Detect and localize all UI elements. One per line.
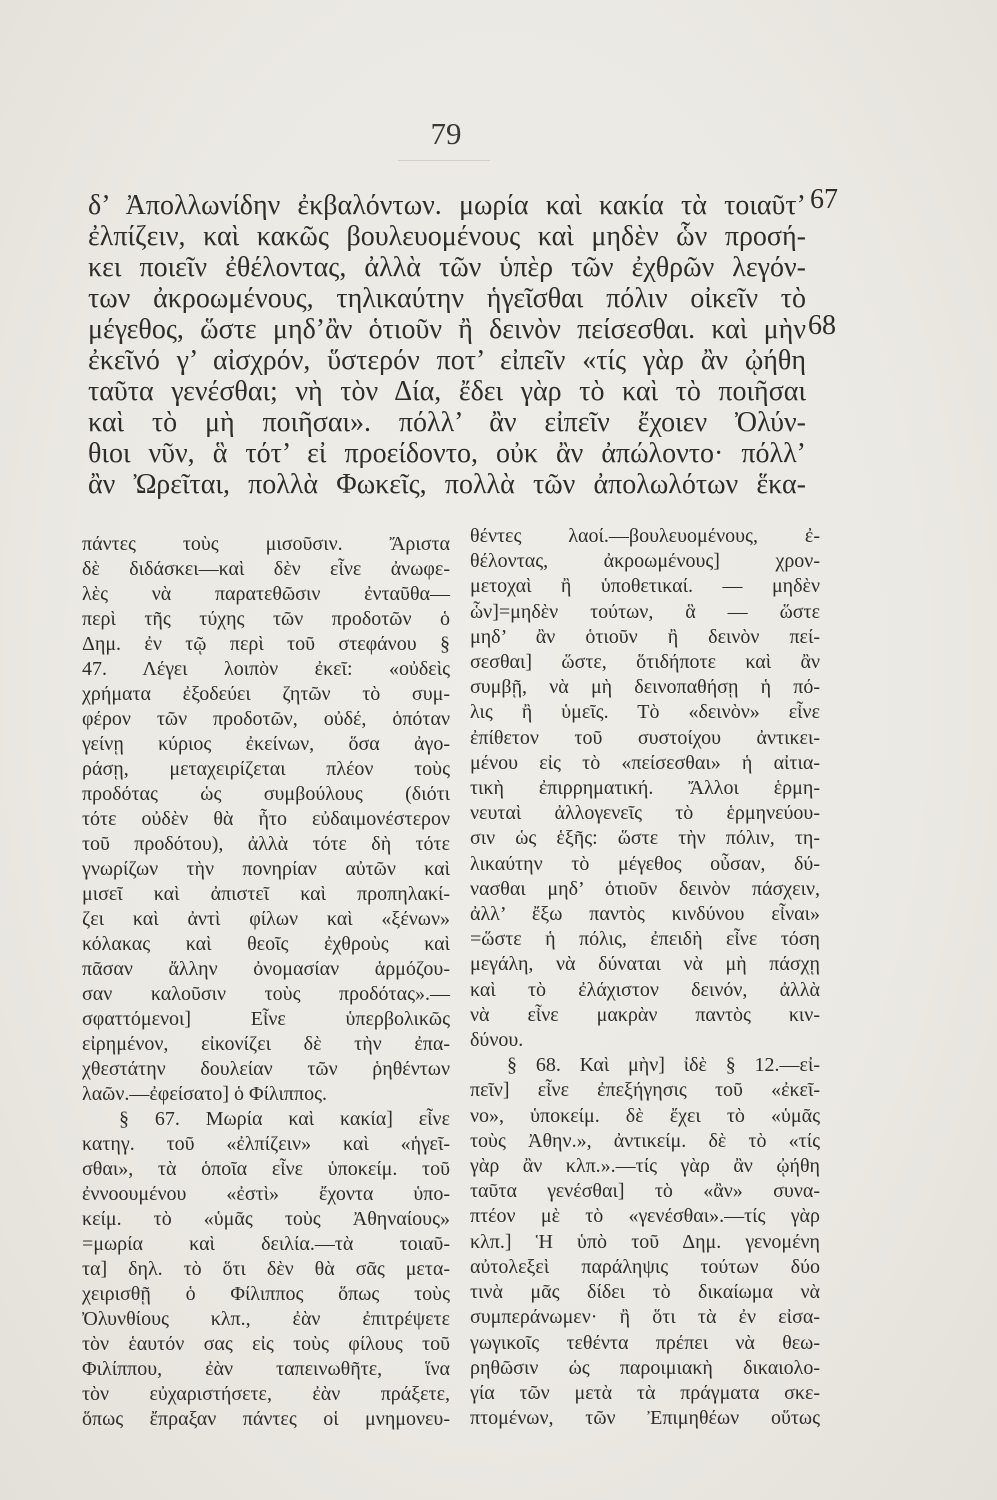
commentary-left-line: [82, 832, 450, 857]
commentary-left-line-text: ράσῃ, μεταχειρίζεται πλέον τοὺς: [82, 758, 450, 780]
commentary-left-line: [82, 1057, 450, 1082]
commentary-left-line: [82, 657, 450, 682]
commentary-left-line: [82, 1007, 450, 1032]
margin-number-section: 68: [808, 310, 836, 341]
main-text-line: [88, 407, 806, 438]
commentary-right-line: [470, 826, 820, 851]
main-text-line-text: ἐκεῖνό γ’ αἰσχρόν, ὕστερόν ποτ’ εἰπεῖν «τίς γὰρ ἂν ᾠήθη: [88, 345, 806, 376]
commentary-right-line: [470, 1230, 820, 1255]
commentary-left-line-text: τότε οὐδὲν θὰ ἦτο εὐδαιμονέστερον: [82, 808, 450, 830]
commentary-left-line: [82, 1132, 450, 1157]
main-text-line: [88, 283, 806, 314]
commentary-left-line: [82, 1082, 450, 1107]
commentary-right-line: [470, 524, 820, 549]
page-number: 79: [430, 116, 462, 151]
commentary-left-line-text: δὲ διδάσκει—καὶ δὲν εἶνε ἀνωφε-: [82, 558, 450, 580]
commentary-right-line-text: τινὰ μᾶς δίδει τὸ δικαίωμα νὰ: [470, 1281, 820, 1304]
commentary-left-line: [82, 882, 450, 907]
main-text-line: [88, 252, 806, 283]
commentary-left-line: [82, 532, 450, 557]
commentary-right-line-text: τοὺς Ἀθην.», ἀντικείμ. δὲ τὸ «τίς: [470, 1129, 820, 1152]
commentary-right-line-text: αὐτολεξεὶ παράληψις τούτων δύο: [470, 1255, 820, 1278]
commentary-right-line-text: θέντες λαοί.—βουλευομένους, ἐ-: [470, 525, 820, 547]
commentary-right-line-text: κλπ.] Ἡ ὑπὸ τοῦ Δημ. γενομένη: [470, 1230, 820, 1253]
commentary-right-line-text: πτέον μὲ τὸ «γενέσθαι».—τίς γὰρ: [470, 1205, 820, 1228]
commentary-right-line: [470, 776, 820, 801]
commentary-left-line: [82, 732, 450, 757]
main-text-line-text: μέγεθος, ὥστε μηδ’ἂν ὁτιοῦν ἢ δεινὸν πείσεσθαι. καὶ μὴν: [88, 314, 806, 345]
main-text-line: [88, 221, 806, 252]
commentary-right-line-text: δύνου.: [470, 1029, 524, 1052]
commentary-right-line-text: § 68. Καὶ μὴν] ἰδὲ § 12.—εἰ-: [507, 1054, 820, 1077]
commentary-left-line: [82, 607, 450, 632]
commentary-left-line-text: 47. Λέγει λοιπὸν ἐκεῖ: «οὐδεὶς: [82, 658, 450, 680]
commentary-left-line-text: εἰρημένον, εἰκονίζει δὲ τὴν ἐπα-: [82, 1033, 450, 1055]
commentary-left-line: [82, 907, 450, 932]
commentary-left-line: [82, 1357, 450, 1382]
commentary-right-line: [470, 650, 820, 675]
commentary-right-line: [470, 1179, 820, 1204]
commentary-left-line: [82, 957, 450, 982]
commentary-right-line-text: θέλοντας, ἀκροωμένους] χρον-: [470, 550, 820, 573]
commentary-left-line: [82, 1407, 450, 1432]
commentary-right-line: [470, 1154, 820, 1179]
main-text-line: [88, 345, 806, 376]
commentary-left-line: [82, 807, 450, 832]
commentary-right-line: [470, 1406, 820, 1431]
commentary-right-line: [470, 978, 820, 1003]
main-text-line: [88, 190, 806, 221]
commentary-right-line: [470, 902, 820, 927]
commentary-left-line-text: τὸν εὐχαριστήσετε, ἐὰν πράξετε,: [82, 1383, 450, 1405]
commentary-left-line-text: σφαττόμενοι] Εἶνε ὑπερβολικῶς: [82, 1008, 450, 1030]
commentary-right-line-text: λικαύτην τὸ μέγεθος οὖσαν, δύ-: [470, 852, 820, 875]
commentary-right-line: [470, 801, 820, 826]
commentary-left-line-text: πᾶσαν ἄλλην ὀνομασίαν ἁρμόζου-: [82, 958, 450, 980]
commentary-left-line-text: Ὀλυνθίους κλπ., ἐὰν ἐπιτρέψετε: [82, 1308, 450, 1330]
commentary-right-line: [470, 1331, 820, 1356]
commentary-left-line-text: ἐννοουμένου «ἐστὶ» ἔχοντα ὑπο-: [82, 1183, 450, 1205]
commentary-right-line: [470, 1028, 820, 1053]
commentary-left-line: [82, 1382, 450, 1407]
commentary-left-line-text: μισεῖ καὶ ἀπιστεῖ καὶ προπηλακί-: [82, 883, 450, 905]
main-text-line-text: κει ποιεῖν ἐθέλοντας, ἀλλὰ τῶν ὑπὲρ τῶν ἐχθρῶν λεγόν-: [88, 252, 806, 283]
commentary-left-line-text: τοῦ προδότου), ἀλλὰ τότε δὴ τότε: [82, 833, 450, 855]
commentary-right-line: [470, 600, 820, 625]
commentary-left-line-text: ζει καὶ ἀντὶ φίλων καὶ «ξένων»: [82, 908, 450, 930]
commentary-right-line-text: πτομένων, τῶν Ἐπιμηθέων οὕτως: [470, 1407, 820, 1430]
main-text-line-text: θιοι νῦν, ἃ τότ’ εἰ προείδοντο, οὐκ ἂν ἀπώλοντο· πόλλ’: [88, 438, 806, 469]
commentary-right-line-text: συμπεράνωμεν· ἢ ὅτι τὰ ἐν εἰσα-: [470, 1306, 820, 1329]
commentary-left-line: [82, 857, 450, 882]
commentary-right-line: [470, 726, 820, 751]
commentary-right-line-text: μετοχαὶ ἢ ὑποθετικαί. — μηδὲν: [470, 575, 820, 598]
commentary-left-column: [82, 532, 450, 1432]
main-text: [88, 190, 806, 500]
main-text-line-text: ἐλπίζειν, καὶ κακῶς βουλευομένους καὶ μηδὲν ὧν προσή-: [88, 221, 806, 252]
main-text-line: [88, 469, 806, 500]
commentary-right-line: [470, 877, 820, 902]
commentary-right-line-text: σιν ὡς ἑξῆς: ὥστε τὴν πόλιν, τη-: [470, 827, 820, 850]
commentary-left-line-text: ὅπως ἔπραξαν πάντες οἱ μνημονευ-: [82, 1408, 450, 1430]
margin-number-section: 67: [810, 184, 838, 215]
main-text-line: [88, 376, 806, 407]
commentary-right-line: [470, 1003, 820, 1028]
commentary-left-line: [82, 1332, 450, 1357]
commentary-right-line-text: μεγάλη, νὰ δύναται νὰ μὴ πάσχῃ: [470, 953, 820, 976]
commentary-right-line: [470, 700, 820, 725]
commentary-left-line-text: λαῶν.—ἐφείσατο] ὁ Φίλιππος.: [82, 1083, 328, 1105]
commentary-left-line-text: γείνῃ κύριος ἐκείνων, ὅσα ἀγο-: [82, 733, 450, 755]
commentary-right-line: [470, 927, 820, 952]
commentary-right-line-text: νασθαι μηδ’ ὁτιοῦν δεινὸν πάσχειν,: [470, 877, 820, 900]
main-text-line-text: ἂν Ὠρεῖται, πολλὰ Φωκεῖς, πολλὰ τῶν ἀπολωλότων ἕκα-: [88, 469, 806, 500]
commentary-right-line: [470, 549, 820, 574]
commentary-left-line: [82, 707, 450, 732]
commentary-right-line: [470, 852, 820, 877]
commentary-left-line-text: χρήματα ἐξοδεύει ζητῶν τὸ συμ-: [82, 683, 450, 705]
commentary-right-line-text: =ὥστε ἡ πόλις, ἐπειδὴ εἶνε τόση: [470, 928, 820, 951]
commentary-left-line: [119, 1107, 450, 1132]
commentary-right-line-text: νο», ὑποκείμ. δὲ ἔχει τὸ «ὑμᾶς: [470, 1104, 820, 1127]
commentary-left-line-text: =μωρία καὶ δειλία.—τὰ τοιαῦ-: [82, 1233, 450, 1255]
main-text-line-text: των ἀκροωμένους, τηλικαύτην ἡγεῖσθαι πόλιν οἰκεῖν τὸ: [88, 283, 806, 314]
commentary-left-line-text: Δημ. ἐν τῷ περὶ τοῦ στεφάνου §: [82, 633, 450, 655]
commentary-left-line-text: κατηγ. τοῦ «ἐλπίζειν» καὶ «ἡγεῖ-: [82, 1133, 450, 1155]
commentary-left-line-text: κείμ. τὸ «ὑμᾶς τοὺς Ἀθηναίους»: [82, 1208, 450, 1230]
commentary-left-line: [82, 557, 450, 582]
commentary-right-line: [470, 1356, 820, 1381]
commentary-left-line: [82, 1232, 450, 1257]
commentary-right-line-text: καὶ τὸ ἐλάχιστον δεινόν, ἀλλὰ: [470, 978, 820, 1001]
commentary-left-line: [82, 682, 450, 707]
commentary-right-line: [470, 1280, 820, 1305]
commentary-left-line-text: § 67. Μωρία καὶ κακία] εἶνε: [119, 1108, 450, 1130]
commentary-left-line: [82, 1257, 450, 1282]
commentary-right-line-text: ἐπίθετον τοῦ συστοίχου ἀντικει-: [470, 726, 820, 749]
commentary-left-line-text: τὸν ἑαυτόν σας εἰς τοὺς φίλους τοῦ: [82, 1333, 450, 1355]
commentary-right-line: [470, 1078, 820, 1103]
commentary-left-line-text: τα] δηλ. τὸ ὅτι δὲν θὰ σᾶς μετα-: [82, 1258, 450, 1280]
commentary-right-line-text: λις ἢ ὑμεῖς. Τὸ «δεινὸν» εἶνε: [470, 701, 820, 724]
commentary-left-line-text: Φιλίππου, ἐὰν ταπεινωθῆτε, ἵνα: [82, 1358, 450, 1380]
commentary-right-line: [470, 1104, 820, 1129]
commentary-left-line-text: χθεστάτην δουλείαν τῶν ῥηθέντων: [82, 1058, 450, 1080]
main-text-line: [88, 438, 806, 469]
commentary-left-line: [82, 1032, 450, 1057]
commentary-left-line: [82, 1207, 450, 1232]
header-rule: [398, 160, 490, 161]
commentary-right-line-text: γία τῶν μετὰ τὰ πράγματα σκε-: [470, 1381, 820, 1404]
commentary-right-line: [470, 1129, 820, 1154]
commentary-left-line: [82, 632, 450, 657]
commentary-right-line: [470, 1305, 820, 1330]
commentary-right-line: [470, 1255, 820, 1280]
commentary-left-line-text: προδότας ὡς συμβούλους (διότι: [82, 783, 450, 805]
commentary-right-line: [470, 675, 820, 700]
commentary-left-line: [82, 582, 450, 607]
commentary-left-line-text: πάντες τοὺς μισοῦσιν. Ἄριστα: [82, 533, 450, 555]
commentary-right-line-text: σεσθαι] ὥστε, ὅτιδήποτε καὶ ἂν: [470, 651, 820, 674]
commentary-right-line: [507, 1053, 820, 1078]
commentary-right-line-text: νευταὶ ἀλλογενεῖς τὸ ἑρμηνεύου-: [470, 802, 820, 825]
commentary-right-line-text: γὰρ ἂν κλπ.».—τίς γὰρ ἂν ᾠήθη: [470, 1155, 820, 1178]
commentary-left-line-text: σαν καλοῦσιν τοὺς προδότας».—: [82, 983, 450, 1005]
commentary-right-line: [470, 952, 820, 977]
commentary-left-line-text: λὲς νὰ παρατεθῶσιν ἐνταῦθα—: [82, 583, 450, 605]
commentary-left-line: [82, 1307, 450, 1332]
commentary-left-line: [82, 757, 450, 782]
commentary-left-line-text: κόλακας καὶ θεοῖς ἐχθροὺς καὶ: [82, 933, 450, 955]
commentary-left-line: [82, 1157, 450, 1182]
commentary-left-line: [82, 782, 450, 807]
commentary-right-line-text: πεῖν] εἶνε ἐπεξήγησις τοῦ «ἐκεῖ-: [470, 1079, 820, 1102]
commentary-left-line: [82, 932, 450, 957]
commentary-right-line: [470, 1204, 820, 1229]
commentary-left-line-text: φέρον τῶν προδοτῶν, οὐδέ, ὁπόταν: [82, 708, 450, 730]
main-text-line: [88, 314, 806, 345]
main-text-line-text: δ’ Ἀπολλωνίδην ἐκβαλόντων. μωρία καὶ κακία τὰ τοιαῦτ’: [88, 190, 806, 221]
commentary-right-line-text: ὧν]=μηδὲν τούτων, ἃ — ὥστε: [470, 600, 820, 623]
commentary-left-line-text: περὶ τῆς τύχης τῶν προδοτῶν ὁ: [82, 608, 450, 630]
commentary-right-line: [470, 625, 820, 650]
commentary-right-line-text: μηδ’ ἂν ὁτιοῦν ἢ δεινὸν πεί-: [470, 625, 820, 648]
commentary-right-line: [470, 574, 820, 599]
main-text-line-text: καὶ τὸ μὴ ποιῆσαι». πόλλ’ ἂν εἰπεῖν ἔχοιεν Ὀλύν-: [88, 407, 806, 438]
commentary-right-line: [470, 751, 820, 776]
commentary-left-line-text: σθαι», τὰ ὁποῖα εἶνε ὑποκείμ. τοῦ: [82, 1158, 450, 1180]
commentary-right-line-text: τικὴ ἐπιρρηματική. Ἄλλοι ἑρμη-: [470, 777, 820, 800]
main-text-line-text: ταῦτα γενέσθαι; νὴ τὸν Δία, ἔδει γὰρ τὸ καὶ τὸ ποιῆσαι: [88, 376, 806, 407]
commentary-left-line: [82, 982, 450, 1007]
commentary-right-line-text: συμβῇ, νὰ μὴ δεινοπαθήσῃ ἡ πό-: [470, 676, 820, 699]
commentary-right-line-text: μένου εἰς τὸ «πείσεσθαι» ἡ αἰτια-: [470, 751, 820, 774]
commentary-right-line-text: ταῦτα γενέσθαι] τὸ «ἂν» συνα-: [470, 1180, 820, 1203]
commentary-right-line-text: ρηθῶσιν ὡς παροιμιακὴ δικαιολο-: [470, 1356, 820, 1379]
commentary-left-line-text: χειρισθῇ ὁ Φίλιππος ὅπως τοὺς: [82, 1283, 450, 1305]
commentary-right-line-text: γωγικοῖς τεθέντα πρέπει νὰ θεω-: [470, 1331, 820, 1354]
commentary-right-line-text: νὰ εἶνε μακρὰν παντὸς κιν-: [470, 1003, 820, 1026]
commentary-right-column: [470, 524, 820, 1431]
commentary-left-line: [82, 1182, 450, 1207]
commentary-right-line-text: ἀλλ’ ἔξω παντὸς κινδύνου εἶναι»: [470, 903, 820, 926]
commentary-left-line: [82, 1282, 450, 1307]
commentary-left-line-text: γνωρίζων τὴν πονηρίαν αὐτῶν καὶ: [82, 858, 450, 880]
commentary-right-line: [470, 1381, 820, 1406]
